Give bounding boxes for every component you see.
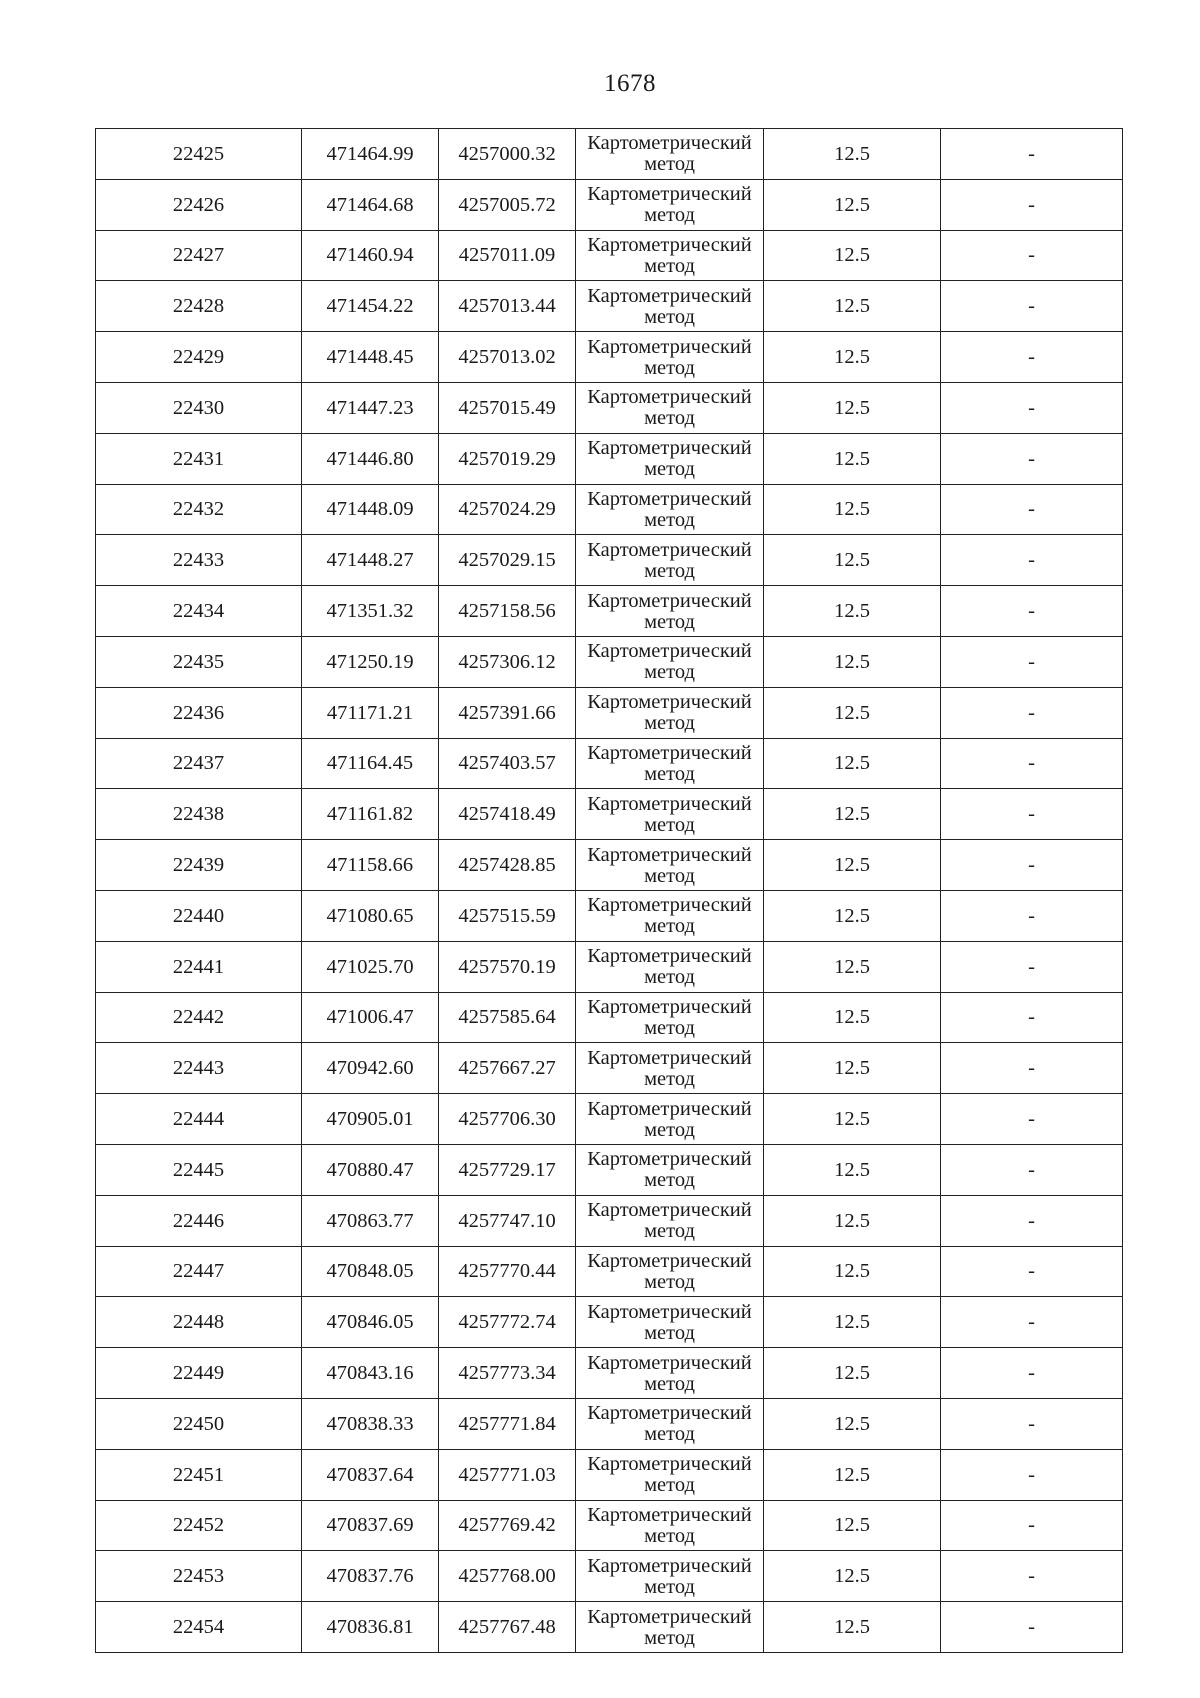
- note-cell: -: [941, 281, 1123, 332]
- point-id-cell: 22440: [96, 890, 302, 941]
- method-line-2: метод: [644, 661, 695, 684]
- method-cell: [576, 636, 764, 687]
- method-line-1: Картометрический: [587, 183, 752, 206]
- method-line-1: Картометрический: [587, 792, 752, 815]
- method-cell: [576, 1500, 764, 1551]
- y-coordinate-cell: 4257570.19: [439, 941, 576, 992]
- point-id-cell: 22443: [96, 1043, 302, 1094]
- method-line-1: Картометрический: [587, 1503, 752, 1526]
- method-line-1: Картометрический: [587, 386, 752, 409]
- method-cell: [576, 1297, 764, 1348]
- accuracy-cell: 12.5: [764, 1144, 941, 1195]
- table-row: [96, 281, 1123, 332]
- accuracy-cell: 12.5: [764, 1551, 941, 1602]
- method-cell: [576, 1449, 764, 1500]
- accuracy-cell: 12.5: [764, 1195, 941, 1246]
- method-cell: [576, 1094, 764, 1145]
- method-cell: [576, 433, 764, 484]
- y-coordinate-cell: 4257771.03: [439, 1449, 576, 1500]
- table-row: [96, 1449, 1123, 1500]
- method-line-1: Картометрический: [587, 437, 752, 460]
- x-coordinate-cell: 470837.64: [302, 1449, 439, 1500]
- x-coordinate-cell: 471460.94: [302, 230, 439, 281]
- method-line-1: Картометрический: [587, 691, 752, 714]
- method-cell: [576, 281, 764, 332]
- method-line-2: метод: [644, 305, 695, 328]
- method-line-1: Картометрический: [587, 538, 752, 561]
- note-cell: -: [941, 1551, 1123, 1602]
- note-cell: -: [941, 738, 1123, 789]
- note-cell: -: [941, 636, 1123, 687]
- table-row: [96, 1043, 1123, 1094]
- table-row: [96, 129, 1123, 180]
- accuracy-cell: 12.5: [764, 586, 941, 637]
- note-cell: -: [941, 332, 1123, 383]
- point-id-cell: 22431: [96, 433, 302, 484]
- point-id-cell: 22435: [96, 636, 302, 687]
- table-row: [96, 586, 1123, 637]
- point-id-cell: 22446: [96, 1195, 302, 1246]
- note-cell: -: [941, 1398, 1123, 1449]
- note-cell: -: [941, 890, 1123, 941]
- method-line-2: метод: [644, 1067, 695, 1090]
- point-id-cell: 22444: [96, 1094, 302, 1145]
- table-row: [96, 535, 1123, 586]
- method-line-2: метод: [644, 204, 695, 227]
- method-line-2: метод: [644, 1423, 695, 1446]
- method-line-1: Картометрический: [587, 894, 752, 917]
- note-cell: -: [941, 1297, 1123, 1348]
- method-line-2: метод: [644, 1372, 695, 1395]
- y-coordinate-cell: 4257024.29: [439, 484, 576, 535]
- table-row: [96, 382, 1123, 433]
- coordinates-table-body: [96, 129, 1123, 1653]
- x-coordinate-cell: 470843.16: [302, 1348, 439, 1399]
- note-cell: -: [941, 230, 1123, 281]
- y-coordinate-cell: 4257770.44: [439, 1246, 576, 1297]
- y-coordinate-cell: 4257013.02: [439, 332, 576, 383]
- accuracy-cell: 12.5: [764, 535, 941, 586]
- table-row: [96, 1195, 1123, 1246]
- note-cell: -: [941, 1602, 1123, 1653]
- point-id-cell: 22429: [96, 332, 302, 383]
- x-coordinate-cell: 471447.23: [302, 382, 439, 433]
- note-cell: -: [941, 1348, 1123, 1399]
- x-coordinate-cell: 470848.05: [302, 1246, 439, 1297]
- table-row: [96, 840, 1123, 891]
- note-cell: -: [941, 1500, 1123, 1551]
- method-line-1: Картометрический: [587, 640, 752, 663]
- method-line-2: метод: [644, 1575, 695, 1598]
- method-line-1: Картометрический: [587, 1199, 752, 1222]
- x-coordinate-cell: 470942.60: [302, 1043, 439, 1094]
- y-coordinate-cell: 4257428.85: [439, 840, 576, 891]
- y-coordinate-cell: 4257403.57: [439, 738, 576, 789]
- y-coordinate-cell: 4257011.09: [439, 230, 576, 281]
- method-cell: [576, 1195, 764, 1246]
- note-cell: -: [941, 129, 1123, 180]
- note-cell: -: [941, 840, 1123, 891]
- method-cell: [576, 1602, 764, 1653]
- point-id-cell: 22454: [96, 1602, 302, 1653]
- point-id-cell: 22437: [96, 738, 302, 789]
- accuracy-cell: 12.5: [764, 230, 941, 281]
- y-coordinate-cell: 4257000.32: [439, 129, 576, 180]
- method-cell: [576, 484, 764, 535]
- y-coordinate-cell: 4257158.56: [439, 586, 576, 637]
- point-id-cell: 22430: [96, 382, 302, 433]
- method-line-2: метод: [644, 559, 695, 582]
- y-coordinate-cell: 4257585.64: [439, 992, 576, 1043]
- y-coordinate-cell: 4257391.66: [439, 687, 576, 738]
- point-id-cell: 22448: [96, 1297, 302, 1348]
- x-coordinate-cell: 471025.70: [302, 941, 439, 992]
- accuracy-cell: 12.5: [764, 1500, 941, 1551]
- method-line-1: Картометрический: [587, 132, 752, 155]
- method-cell: [576, 840, 764, 891]
- point-id-cell: 22441: [96, 941, 302, 992]
- accuracy-cell: 12.5: [764, 1043, 941, 1094]
- x-coordinate-cell: 470837.69: [302, 1500, 439, 1551]
- method-line-2: метод: [644, 1016, 695, 1039]
- table-row: [96, 1297, 1123, 1348]
- accuracy-cell: 12.5: [764, 332, 941, 383]
- y-coordinate-cell: 4257667.27: [439, 1043, 576, 1094]
- x-coordinate-cell: 470836.81: [302, 1602, 439, 1653]
- accuracy-cell: 12.5: [764, 941, 941, 992]
- method-line-2: метод: [644, 1474, 695, 1497]
- point-id-cell: 22449: [96, 1348, 302, 1399]
- note-cell: -: [941, 941, 1123, 992]
- table-row: [96, 1500, 1123, 1551]
- method-line-2: метод: [644, 508, 695, 531]
- method-line-2: метод: [644, 407, 695, 430]
- x-coordinate-cell: 471454.22: [302, 281, 439, 332]
- method-cell: [576, 179, 764, 230]
- method-line-2: метод: [644, 1524, 695, 1547]
- accuracy-cell: 12.5: [764, 484, 941, 535]
- x-coordinate-cell: 470838.33: [302, 1398, 439, 1449]
- table-row: [96, 1398, 1123, 1449]
- method-line-2: метод: [644, 1321, 695, 1344]
- method-cell: [576, 1551, 764, 1602]
- note-cell: -: [941, 1144, 1123, 1195]
- x-coordinate-cell: 470905.01: [302, 1094, 439, 1145]
- method-cell: [576, 535, 764, 586]
- point-id-cell: 22442: [96, 992, 302, 1043]
- method-line-2: метод: [644, 864, 695, 887]
- accuracy-cell: 12.5: [764, 179, 941, 230]
- x-coordinate-cell: 471448.09: [302, 484, 439, 535]
- method-line-1: Картометрический: [587, 1148, 752, 1171]
- method-cell: [576, 382, 764, 433]
- note-cell: -: [941, 535, 1123, 586]
- note-cell: -: [941, 1246, 1123, 1297]
- x-coordinate-cell: 470863.77: [302, 1195, 439, 1246]
- table-row: [96, 1348, 1123, 1399]
- y-coordinate-cell: 4257767.48: [439, 1602, 576, 1653]
- table-row: [96, 1551, 1123, 1602]
- accuracy-cell: 12.5: [764, 1246, 941, 1297]
- method-cell: [576, 789, 764, 840]
- x-coordinate-cell: 471448.27: [302, 535, 439, 586]
- method-cell: [576, 332, 764, 383]
- table-row: [96, 992, 1123, 1043]
- table-row: [96, 738, 1123, 789]
- method-line-1: Картометрический: [587, 1097, 752, 1120]
- x-coordinate-cell: 471448.45: [302, 332, 439, 383]
- accuracy-cell: 12.5: [764, 738, 941, 789]
- method-line-2: метод: [644, 356, 695, 379]
- method-line-2: метод: [644, 153, 695, 176]
- table-row: [96, 1246, 1123, 1297]
- table-row: [96, 179, 1123, 230]
- method-line-1: Картометрический: [587, 1249, 752, 1272]
- method-line-1: Картометрический: [587, 1351, 752, 1374]
- point-id-cell: 22433: [96, 535, 302, 586]
- y-coordinate-cell: 4257306.12: [439, 636, 576, 687]
- accuracy-cell: 12.5: [764, 129, 941, 180]
- accuracy-cell: 12.5: [764, 433, 941, 484]
- x-coordinate-cell: 471158.66: [302, 840, 439, 891]
- method-line-1: Картометрический: [587, 1300, 752, 1323]
- accuracy-cell: 12.5: [764, 1094, 941, 1145]
- note-cell: -: [941, 586, 1123, 637]
- x-coordinate-cell: 471161.82: [302, 789, 439, 840]
- x-coordinate-cell: 471171.21: [302, 687, 439, 738]
- note-cell: -: [941, 433, 1123, 484]
- y-coordinate-cell: 4257029.15: [439, 535, 576, 586]
- method-cell: [576, 1043, 764, 1094]
- method-cell: [576, 230, 764, 281]
- note-cell: -: [941, 484, 1123, 535]
- method-line-2: метод: [644, 1270, 695, 1293]
- method-line-1: Картометрический: [587, 995, 752, 1018]
- x-coordinate-cell: 471464.99: [302, 129, 439, 180]
- note-cell: -: [941, 1094, 1123, 1145]
- accuracy-cell: 12.5: [764, 1297, 941, 1348]
- method-cell: [576, 1398, 764, 1449]
- method-line-1: Картометрический: [587, 487, 752, 510]
- method-cell: [576, 890, 764, 941]
- note-cell: -: [941, 992, 1123, 1043]
- method-line-1: Картометрический: [587, 1554, 752, 1577]
- x-coordinate-cell: 471250.19: [302, 636, 439, 687]
- point-id-cell: 22447: [96, 1246, 302, 1297]
- y-coordinate-cell: 4257771.84: [439, 1398, 576, 1449]
- y-coordinate-cell: 4257768.00: [439, 1551, 576, 1602]
- accuracy-cell: 12.5: [764, 840, 941, 891]
- point-id-cell: 22425: [96, 129, 302, 180]
- y-coordinate-cell: 4257747.10: [439, 1195, 576, 1246]
- method-cell: [576, 1348, 764, 1399]
- coordinates-table: [95, 128, 1123, 1653]
- table-row: [96, 1094, 1123, 1145]
- table-row: [96, 230, 1123, 281]
- accuracy-cell: 12.5: [764, 636, 941, 687]
- y-coordinate-cell: 4257729.17: [439, 1144, 576, 1195]
- y-coordinate-cell: 4257515.59: [439, 890, 576, 941]
- table-row: [96, 433, 1123, 484]
- method-line-1: Картометрический: [587, 589, 752, 612]
- point-id-cell: 22450: [96, 1398, 302, 1449]
- x-coordinate-cell: 471164.45: [302, 738, 439, 789]
- method-line-1: Картометрический: [587, 1453, 752, 1476]
- method-cell: [576, 129, 764, 180]
- point-id-cell: 22428: [96, 281, 302, 332]
- method-line-1: Картометрический: [587, 1605, 752, 1628]
- method-cell: [576, 687, 764, 738]
- table-row: [96, 332, 1123, 383]
- method-line-1: Картометрический: [587, 1046, 752, 1069]
- accuracy-cell: 12.5: [764, 992, 941, 1043]
- method-cell: [576, 586, 764, 637]
- table-row: [96, 941, 1123, 992]
- point-id-cell: 22452: [96, 1500, 302, 1551]
- note-cell: -: [941, 1195, 1123, 1246]
- point-id-cell: 22438: [96, 789, 302, 840]
- method-line-1: Картометрический: [587, 335, 752, 358]
- method-line-2: метод: [644, 1118, 695, 1141]
- method-line-2: метод: [644, 712, 695, 735]
- method-line-2: метод: [644, 254, 695, 277]
- table-row: [96, 1144, 1123, 1195]
- method-line-2: метод: [644, 610, 695, 633]
- method-cell: [576, 992, 764, 1043]
- accuracy-cell: 12.5: [764, 789, 941, 840]
- accuracy-cell: 12.5: [764, 1449, 941, 1500]
- page-number: 1678: [604, 70, 656, 97]
- table-row: [96, 890, 1123, 941]
- method-line-2: метод: [644, 762, 695, 785]
- method-line-1: Картометрический: [587, 1402, 752, 1425]
- method-line-1: Картометрический: [587, 741, 752, 764]
- y-coordinate-cell: 4257013.44: [439, 281, 576, 332]
- point-id-cell: 22427: [96, 230, 302, 281]
- y-coordinate-cell: 4257769.42: [439, 1500, 576, 1551]
- accuracy-cell: 12.5: [764, 1602, 941, 1653]
- x-coordinate-cell: 471006.47: [302, 992, 439, 1043]
- method-line-2: метод: [644, 915, 695, 938]
- table-row: [96, 636, 1123, 687]
- point-id-cell: 22453: [96, 1551, 302, 1602]
- y-coordinate-cell: 4257772.74: [439, 1297, 576, 1348]
- note-cell: -: [941, 1449, 1123, 1500]
- method-line-1: Картометрический: [587, 945, 752, 968]
- note-cell: -: [941, 789, 1123, 840]
- accuracy-cell: 12.5: [764, 281, 941, 332]
- point-id-cell: 22432: [96, 484, 302, 535]
- method-cell: [576, 738, 764, 789]
- accuracy-cell: 12.5: [764, 1398, 941, 1449]
- point-id-cell: 22451: [96, 1449, 302, 1500]
- method-line-1: Картометрический: [587, 233, 752, 256]
- note-cell: -: [941, 382, 1123, 433]
- accuracy-cell: 12.5: [764, 890, 941, 941]
- x-coordinate-cell: 470846.05: [302, 1297, 439, 1348]
- point-id-cell: 22436: [96, 687, 302, 738]
- method-line-2: метод: [644, 966, 695, 989]
- x-coordinate-cell: 471464.68: [302, 179, 439, 230]
- note-cell: -: [941, 687, 1123, 738]
- point-id-cell: 22434: [96, 586, 302, 637]
- table-row: [96, 1602, 1123, 1653]
- method-line-2: метод: [644, 813, 695, 836]
- point-id-cell: 22426: [96, 179, 302, 230]
- table-row: [96, 484, 1123, 535]
- note-cell: -: [941, 179, 1123, 230]
- accuracy-cell: 12.5: [764, 382, 941, 433]
- y-coordinate-cell: 4257005.72: [439, 179, 576, 230]
- note-cell: -: [941, 1043, 1123, 1094]
- x-coordinate-cell: 470837.76: [302, 1551, 439, 1602]
- y-coordinate-cell: 4257418.49: [439, 789, 576, 840]
- accuracy-cell: 12.5: [764, 1348, 941, 1399]
- table-row: [96, 687, 1123, 738]
- y-coordinate-cell: 4257706.30: [439, 1094, 576, 1145]
- x-coordinate-cell: 471446.80: [302, 433, 439, 484]
- method-cell: [576, 1246, 764, 1297]
- accuracy-cell: 12.5: [764, 687, 941, 738]
- x-coordinate-cell: 471351.32: [302, 586, 439, 637]
- table-row: [96, 789, 1123, 840]
- method-line-1: Картометрический: [587, 284, 752, 307]
- method-line-2: метод: [644, 1220, 695, 1243]
- point-id-cell: 22445: [96, 1144, 302, 1195]
- method-cell: [576, 941, 764, 992]
- y-coordinate-cell: 4257015.49: [439, 382, 576, 433]
- method-line-2: метод: [644, 1626, 695, 1649]
- y-coordinate-cell: 4257773.34: [439, 1348, 576, 1399]
- point-id-cell: 22439: [96, 840, 302, 891]
- x-coordinate-cell: 471080.65: [302, 890, 439, 941]
- y-coordinate-cell: 4257019.29: [439, 433, 576, 484]
- method-line-2: метод: [644, 458, 695, 481]
- x-coordinate-cell: 470880.47: [302, 1144, 439, 1195]
- method-cell: [576, 1144, 764, 1195]
- method-line-1: Картометрический: [587, 843, 752, 866]
- method-line-2: метод: [644, 1169, 695, 1192]
